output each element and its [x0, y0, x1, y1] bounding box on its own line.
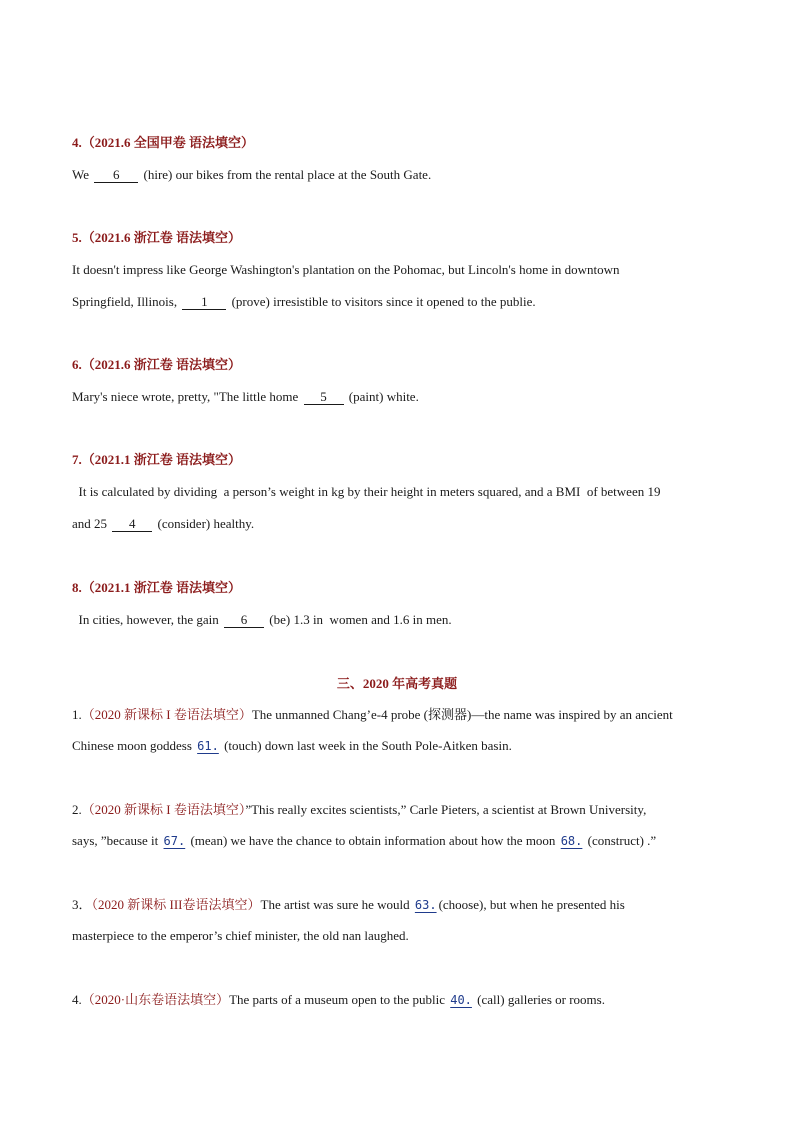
question-line: It doesn't impress like George Washington's plantation on the Pohomac, but Lincoln's home in downtown: [72, 262, 620, 277]
text-segment: says, ”because it: [72, 833, 162, 848]
text-segment: (mean) we have the chance to obtain information about how the moon: [187, 833, 559, 848]
question-number: 1.: [72, 707, 82, 722]
question-heading: 7.（2021.1 浙江卷 语法填空）: [72, 452, 242, 467]
answer-blank: 1: [182, 294, 226, 310]
question-line: [72, 514, 732, 534]
question-heading: 4.（2021.6 全国甲卷 语法填空）: [72, 135, 255, 150]
text-segment: (be) 1.3 in women and 1.6 in men.: [266, 612, 452, 627]
text-segment: (call) galleries or rooms.: [473, 992, 605, 1007]
question-7: [72, 450, 732, 534]
text-segment: and 25: [72, 516, 111, 531]
question-number: 2.: [72, 802, 82, 817]
answer-blank: 63.: [414, 898, 437, 912]
text-segment: The unmanned Chang’e-4 probe (探测器)—the name was inspired by an ancient: [251, 707, 673, 722]
question-line: [72, 800, 732, 820]
text-segment: (consider) healthy.: [154, 516, 255, 531]
question-line: [72, 610, 732, 630]
question-line: [72, 736, 732, 756]
question-line: [72, 292, 732, 312]
text-segment: (choose), but when he presented his: [438, 897, 625, 912]
question-line: It is calculated by dividing a person’s weight in kg by their height in meters squared, and a BMI of between 19: [72, 484, 661, 499]
text-segment: Springfield, Illinois,: [72, 294, 181, 309]
question-2020-2: [72, 800, 732, 851]
text-segment: Mary's niece wrote, pretty, "The little home: [72, 389, 302, 404]
question-source: （2020·山东卷语法填空）: [81, 992, 230, 1007]
question-heading: 8.（2021.1 浙江卷 语法填空）: [72, 580, 242, 595]
question-line: [72, 705, 732, 725]
question-heading: 6.（2021.6 浙江卷 语法填空）: [72, 357, 242, 372]
answer-blank: 6: [94, 167, 138, 183]
question-2020-4: [72, 990, 732, 1010]
answer-blank: 61.: [197, 739, 219, 753]
text-segment: (construct) .”: [584, 833, 657, 848]
text-segment: ”This really excites scientists,” Carle Pieters, a scientist at Brown University,: [245, 802, 647, 817]
answer-blank: 6: [224, 612, 264, 628]
question-number: 3．: [72, 897, 92, 912]
answer-blank: 40.: [450, 993, 472, 1007]
question-2020-1: [72, 705, 732, 756]
question-2020-3: [72, 895, 732, 946]
answer-blank: 67.: [163, 834, 186, 848]
question-source: （2020 新课标 I 卷语法填空）: [81, 802, 246, 817]
text-segment: (touch) down last week in the South Pole-Aitken basin.: [220, 738, 512, 753]
question-number: 4.: [72, 992, 82, 1007]
question-5: [72, 228, 732, 312]
question-line: [72, 831, 732, 851]
question-4: [72, 133, 732, 185]
text-segment: In cities, however, the gain: [72, 612, 223, 627]
answer-blank: 4: [112, 516, 152, 532]
question-heading: 5.（2021.6 浙江卷 语法填空）: [72, 230, 242, 245]
question-line: masterpiece to the emperor’s chief minister, the old nan laughed.: [72, 928, 409, 943]
text-segment: (paint) white.: [345, 389, 419, 404]
text-segment: We: [72, 167, 93, 182]
question-6: [72, 355, 732, 407]
question-source: （2020 新课标 III卷语法填空）: [91, 897, 261, 912]
text-segment: (hire) our bikes from the rental place at the South Gate.: [140, 167, 432, 182]
text-segment: Chinese moon goddess: [72, 738, 196, 753]
section-title: 三、2020 年高考真题: [336, 676, 458, 691]
question-line: [72, 895, 732, 915]
text-segment: (prove) irresistible to visitors since it opened to the publie.: [228, 294, 536, 309]
answer-blank: 68.: [560, 834, 583, 848]
text-segment: The artist was sure he would: [260, 897, 413, 912]
question-line: [72, 387, 732, 407]
question-line: [72, 990, 732, 1010]
question-source: （2020 新课标 I 卷语法填空）: [81, 707, 252, 722]
question-line: [72, 165, 732, 185]
answer-blank: 5: [304, 389, 344, 405]
text-segment: The parts of a museum open to the public: [229, 992, 449, 1007]
question-8: [72, 578, 732, 630]
